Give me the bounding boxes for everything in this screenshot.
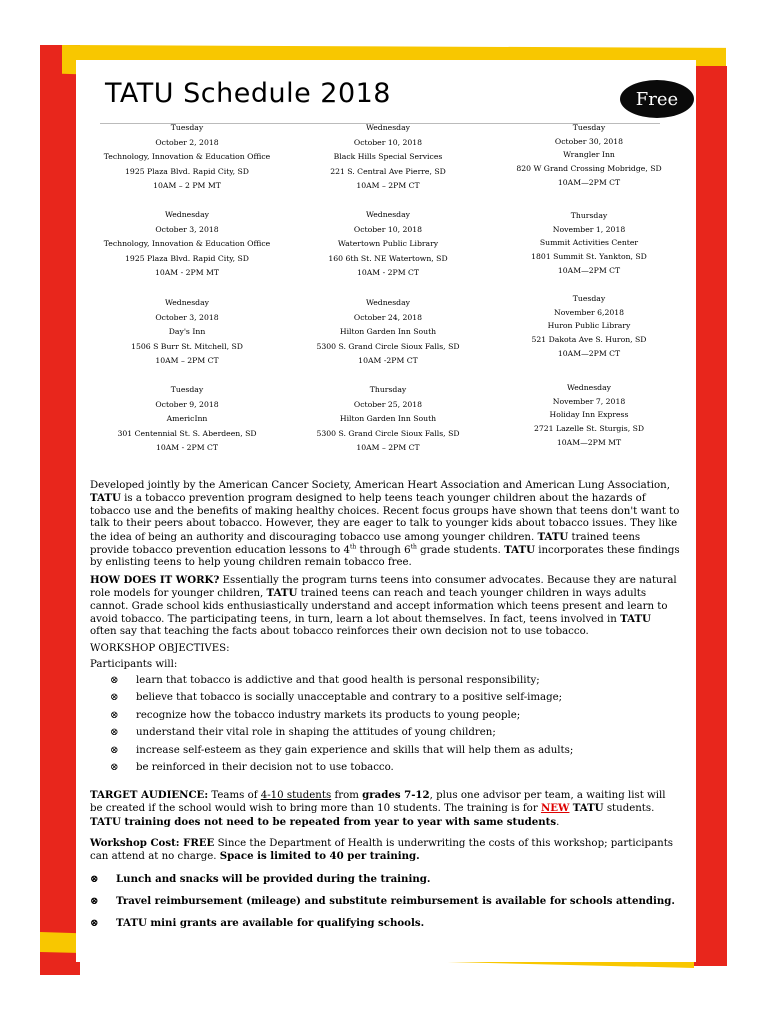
- circled-x-icon: ⊗: [90, 872, 99, 885]
- page-title: TATU Schedule 2018: [105, 78, 391, 109]
- notes-list: [90, 868, 680, 934]
- target-audience-paragraph: TARGET AUDIENCE: Teams of 4-10 students from grades 7-12, plus one advisor per team, a waiting list will be created if the school would wish to bring more than 10 students. The training is for NEW TATU students. TATU training does not need to be repeated from year to year with same students.: [90, 788, 666, 828]
- red-border-right: [694, 66, 727, 966]
- new-label: NEW: [540, 802, 570, 815]
- body-text: [90, 480, 680, 934]
- circled-x-icon: ⊗: [110, 709, 119, 721]
- entry-address: 160 6th St. NE Watertown, SD: [328, 253, 448, 263]
- schedule-entry: [303, 383, 473, 456]
- schedule-entry: [303, 121, 473, 194]
- entry-date: October 9, 2018: [155, 399, 219, 409]
- entry-date: November 1, 2018: [552, 224, 626, 234]
- entry-venue: Hilton Garden Inn South: [339, 327, 437, 336]
- list-item: ⊗ increase self-esteem as they gain experience and skills that will help them as adults;: [110, 742, 680, 760]
- entry-date: October 3, 2018: [155, 224, 219, 234]
- entry-address: 5300 S. Grand Circle Sioux Falls, SD: [316, 341, 460, 351]
- list-item: ⊗ Travel reimbursement (mileage) and substitute reimbursement is available for schools attending.: [90, 890, 680, 912]
- entry-venue: Technology, Innovation & Education Office: [103, 152, 271, 161]
- entry-day: Thursday: [369, 385, 407, 394]
- entry-address: 1925 Plaza Blvd. Rapid City, SD: [125, 166, 249, 176]
- circled-x-icon: ⊗: [110, 674, 119, 686]
- entry-date: October 3, 2018: [155, 312, 219, 322]
- entry-address: 221 S. Central Ave Pierre, SD: [330, 166, 446, 176]
- entry-time: 10AM – 2PM CT: [356, 181, 420, 190]
- free-badge: Free: [620, 80, 694, 118]
- objectives-list: [90, 672, 680, 777]
- entry-venue: Day's Inn: [168, 327, 206, 336]
- entry-venue: Black Hills Special Services: [333, 152, 443, 161]
- entry-date: October 2, 2018: [155, 137, 219, 147]
- entry-address: 5300 S. Grand Circle Sioux Falls, SD: [316, 428, 460, 438]
- entry-time: 10AM – 2PM CT: [155, 356, 219, 365]
- schedule-entry: [502, 209, 676, 278]
- schedule-entry: [96, 296, 278, 369]
- entry-venue: Wrangler Inn: [563, 150, 615, 160]
- entry-time: 10AM - 2PM CT: [155, 443, 219, 452]
- entry-time: 10AM - 2PM MT: [154, 268, 220, 277]
- entry-venue: Technology, Innovation & Education Office: [103, 239, 271, 248]
- entry-time: 10AM - 2PM CT: [356, 268, 420, 277]
- list-item: ⊗ be reinforced in their decision not to use tobacco.: [110, 759, 680, 777]
- list-item: ⊗ recognize how the tobacco industry markets its products to young people;: [110, 707, 680, 725]
- entry-address: 1506 S Burr St. Mitchell, SD: [131, 341, 243, 351]
- entry-date: October 30, 2018: [554, 136, 624, 146]
- entry-day: Tuesday: [170, 385, 204, 394]
- list-item: ⊗ believe that tobacco is socially unacceptable and contrary to a positive self-image;: [110, 689, 680, 707]
- schedule-entry: [96, 121, 278, 194]
- list-item: ⊗ Lunch and snacks will be provided during the training.: [90, 868, 680, 890]
- entry-address: 2721 Lazelle St. Sturgis, SD: [533, 424, 645, 434]
- entry-time: 10AM – 2PM CT: [356, 443, 420, 452]
- entry-day: Wednesday: [164, 210, 210, 219]
- circled-x-icon: ⊗: [110, 762, 119, 774]
- entry-venue: AmericInn: [166, 414, 208, 423]
- entry-venue: Hilton Garden Inn South: [339, 414, 437, 423]
- entry-time: 10AM—2PM CT: [557, 265, 621, 275]
- circled-x-icon: ⊗: [110, 692, 119, 704]
- objectives-intro: Participants will:: [90, 659, 178, 671]
- entry-date: October 25, 2018: [353, 399, 423, 409]
- schedule-entry: [502, 121, 676, 190]
- schedule-entry: [96, 383, 278, 456]
- workshop-cost-paragraph: Workshop Cost: FREE Since the Department of Health is underwriting the costs of this workshop; participants can attend at no charge. Space is limited to 40 per training.: [90, 836, 674, 863]
- entry-venue: Holiday Inn Express: [549, 410, 629, 420]
- entry-time: 10AM—2PM MT: [556, 437, 622, 447]
- schedule-entry: [502, 292, 676, 361]
- intro-paragraph: Developed jointly by the American Cancer Society, American Heart Association and American Lung Association, TATU is a tobacco prevention program designed to help teens teach younger children about the hazards of tobacco use and the benefits of making healthy choices. Recent focus groups have shown that teens don't want to talk to their peers about tobacco. However, they are eager to talk to younger kids about tobacco issues. They like the idea of being an authority and discouraging tobacco use among younger children. TATU trained teens provide tobacco prevention education lessons to 4th through 6th grade students. TATU incorporates these findings by enlisting teens to help young children remain tobacco free.: [90, 480, 680, 569]
- entry-day: Tuesday: [572, 123, 606, 132]
- schedule-entry: [96, 208, 278, 281]
- entry-date: October 10, 2018: [353, 224, 423, 234]
- schedule-entry: [303, 208, 473, 281]
- entry-venue: Watertown Public Library: [337, 239, 439, 248]
- entry-address: 1801 Summit St. Yankton, SD: [531, 252, 647, 262]
- entry-date: October 10, 2018: [353, 137, 423, 147]
- entry-time: 10AM – 2 PM MT: [153, 181, 221, 190]
- entry-day: Wednesday: [566, 383, 612, 392]
- entry-day: Tuesday: [572, 294, 606, 303]
- schedule-entry: [303, 296, 473, 369]
- entry-day: Wednesday: [164, 298, 210, 307]
- circled-x-icon: ⊗: [90, 894, 99, 907]
- entry-day: Tuesday: [170, 123, 204, 132]
- entry-day: Wednesday: [365, 123, 411, 132]
- circled-x-icon: ⊗: [90, 916, 99, 929]
- schedule-entry: [502, 381, 676, 450]
- entry-venue: Huron Public Library: [547, 321, 631, 331]
- circled-x-icon: ⊗: [110, 744, 119, 756]
- list-item: ⊗ learn that tobacco is addictive and that good health is personal responsibility;: [110, 672, 680, 690]
- entry-date: November 6,2018: [553, 307, 625, 317]
- entry-date: October 24, 2018: [353, 312, 423, 322]
- entry-time: 10AM—2PM CT: [557, 177, 621, 187]
- entry-address: 1925 Plaza Blvd. Rapid City, SD: [125, 253, 249, 263]
- entry-time: 10AM—2PM CT: [557, 348, 621, 358]
- entry-address: 301 Centennial St. S. Aberdeen, SD: [117, 428, 257, 438]
- entry-day: Wednesday: [365, 298, 411, 307]
- entry-date: November 7, 2018: [552, 396, 626, 406]
- how-it-works-paragraph: HOW DOES IT WORK? Essentially the program turns teens into consumer advocates. Because they are natural role models for younger children, TATU trained teens can reach and teach younger children in ways adults cannot. Grade school kids enthusiastically understand and accept information which teens present and learn to avoid tobacco. The participating teens, in turn, learn a lot about themselves. In fact, teens involved in TATU often say that teaching the facts about tobacco reinforces their own decision not to use tobacco.: [90, 573, 677, 638]
- entry-venue: Summit Activities Center: [539, 238, 639, 248]
- red-border-left: [40, 45, 80, 975]
- entry-day: Thursday: [570, 211, 608, 220]
- list-item: ⊗ understand their vital role in shaping the attitudes of young children;: [110, 724, 680, 742]
- entry-address: 521 Dakota Ave S. Huron, SD: [531, 335, 647, 345]
- list-item: ⊗ TATU mini grants are available for qualifying schools.: [90, 912, 680, 934]
- objectives-heading: WORKSHOP OBJECTIVES:: [90, 642, 230, 654]
- circled-x-icon: ⊗: [110, 727, 119, 739]
- entry-address: 820 W Grand Crossing Mobridge, SD: [516, 164, 662, 174]
- how-heading: HOW DOES IT WORK?: [90, 573, 220, 586]
- entry-day: Wednesday: [365, 210, 411, 219]
- entry-time: 10AM -2PM CT: [358, 356, 418, 365]
